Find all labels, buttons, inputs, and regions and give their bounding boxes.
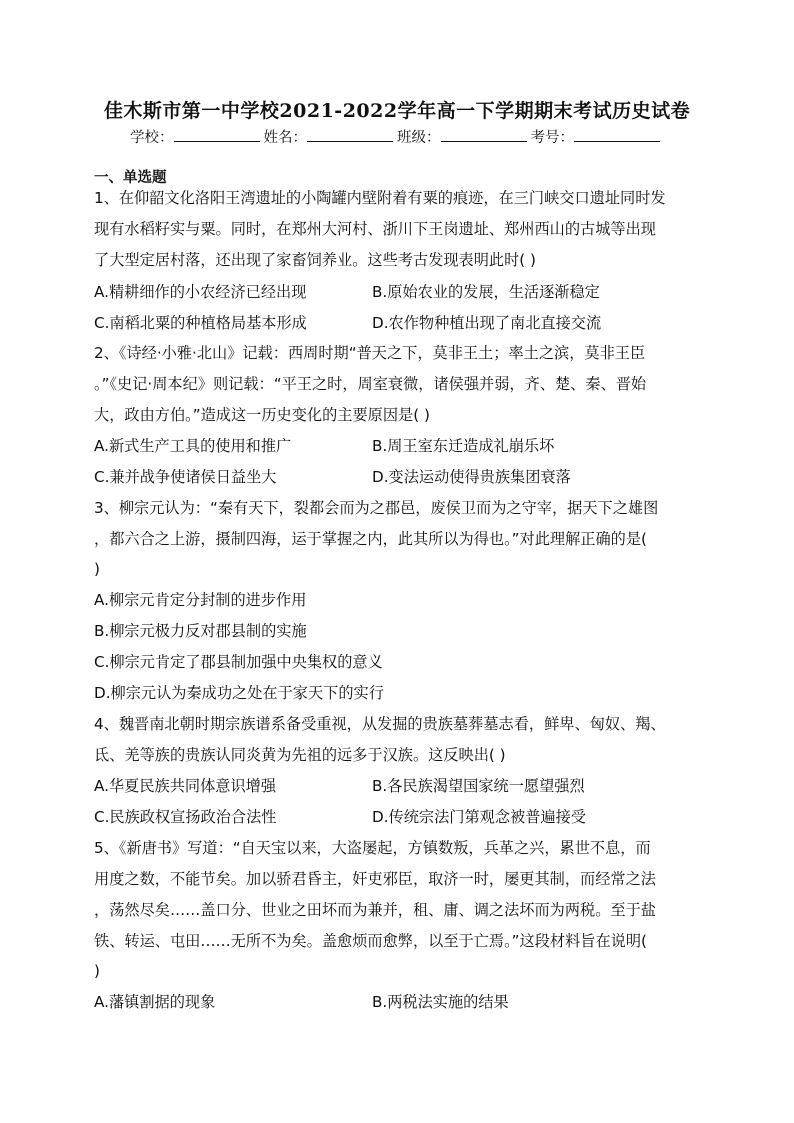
q4-option-c: C.民族政权宣扬政治合法性: [94, 808, 277, 826]
q1-option-b: B.原始农业的发展，生活逐渐稳定: [372, 283, 600, 301]
q1-stem-line: 1、在仰韶文化洛阳王湾遗址的小陶罐内壁附着有粟的痕迹，在三门峡交口遗址同时发: [94, 189, 666, 207]
q3-option-c: C.柳宗元肯定了郡县制加强中央集权的意义: [94, 653, 383, 671]
q2-option-c: C.兼并战争使诸侯日益坐大: [94, 468, 277, 486]
q1-option-c: C.南稻北粟的种植格局基本形成: [94, 314, 307, 332]
q2-option-b: B.周王室东迁造成礼崩乐坏: [372, 437, 555, 455]
q2-stem-line: 大，政由方伯。”造成这一历史变化的主要原因是( ): [94, 406, 430, 424]
q3-stem-line: ，都六合之上游，摄制四海，运于掌握之内，此其所以为得也。”对此理解正确的是(: [94, 530, 647, 548]
student-info-line: [0, 126, 794, 147]
q5-stem-line: ): [94, 962, 100, 980]
q5-option-b: B.两税法实施的结果: [372, 993, 509, 1011]
q4-option-a: A.华夏民族共同体意识增强: [94, 777, 277, 795]
q4-stem-line: 氐、羌等族的贵族认同炎黄为先祖的远多于汉族。这反映出( ): [94, 746, 506, 764]
class-blank[interactable]: [441, 127, 527, 142]
q5-stem-line: ，荡然尽矣……盖口分、世业之田坏而为兼并，租、庸、调之法坏而为两税。至于盐: [94, 901, 656, 919]
q3-option-d: D.柳宗元认为秦成功之处在于家天下的实行: [94, 684, 384, 702]
q1-stem-line: 了大型定居村落，还出现了家畜饲养业。这些考古发现表明此时( ): [94, 251, 536, 269]
q1-stem-line: 现有水稻籽实与粟。同时，在郑州大河村、浙川下王岗遗址、郑州西山的古城等出现: [94, 220, 656, 238]
q5-stem-line: 用度之数，不能节矣。加以骄君昏主，奸吏邪臣，取济一时，屡更其制，而经常之法: [94, 870, 656, 888]
q1-option-a: A.精耕细作的小农经济已经出现: [94, 283, 307, 301]
name-blank[interactable]: [307, 127, 393, 142]
section-heading: 一、单选题: [94, 170, 167, 186]
q3-option-a: A.柳宗元肯定分封制的进步作用: [94, 591, 307, 609]
exam-no-label: 考号：: [530, 130, 574, 146]
school-label: 学校：: [130, 130, 174, 146]
q3-option-b: B.柳宗元极力反对郡县制的实施: [94, 622, 307, 640]
exam-title: 佳木斯市第一中学校2021-2022学年高一下学期期末考试历史试卷: [103, 100, 691, 122]
q3-stem-line: 3、柳宗元认为：“秦有天下，裂都会而为之郡邑，废侯卫而为之守宰，据天下之雄图: [94, 499, 659, 517]
q2-stem-line: 。”《史记·周本纪》则记载：“平王之时，周室衰微，诸侯强并弱，齐、楚、秦、晋始: [94, 375, 647, 393]
name-label: 姓名：: [263, 130, 307, 146]
q3-stem-line: ): [94, 560, 100, 578]
school-blank[interactable]: [174, 127, 260, 142]
q2-option-a: A.新式生产工具的使用和推广: [94, 437, 292, 455]
q5-stem-line: 铁、转运、屯田……无所不为矣。盖愈烦而愈弊，以至于亡焉。”这段材料旨在说明(: [94, 932, 647, 950]
q2-stem-line: 2、《诗经·小雅·北山》记载：西周时期“普天之下，莫非王土；率土之滨，莫非王臣: [94, 344, 646, 362]
q4-option-b: B.各民族渴望国家统一愿望强烈: [372, 777, 585, 795]
exam-no-blank[interactable]: [574, 127, 660, 142]
q4-stem-line: 4、魏晋南北朝时期宗族谱系备受重视，从发掘的贵族墓葬墓志看，鲜卑、匈奴、羯、: [94, 715, 666, 733]
q5-stem-line: 5、《新唐书》写道：“自天宝以来，大盗屡起，方镇数叛，兵革之兴，累世不息，而: [94, 839, 651, 857]
q5-option-a: A.藩镇割据的现象: [94, 993, 216, 1011]
q1-option-d: D.农作物种植出现了南北直接交流: [372, 314, 602, 332]
q4-option-d: D.传统宗法门第观念被普遍接受: [372, 808, 586, 826]
class-label: 班级：: [397, 130, 441, 146]
q2-option-d: D.变法运动使得贵族集团衰落: [372, 468, 571, 486]
